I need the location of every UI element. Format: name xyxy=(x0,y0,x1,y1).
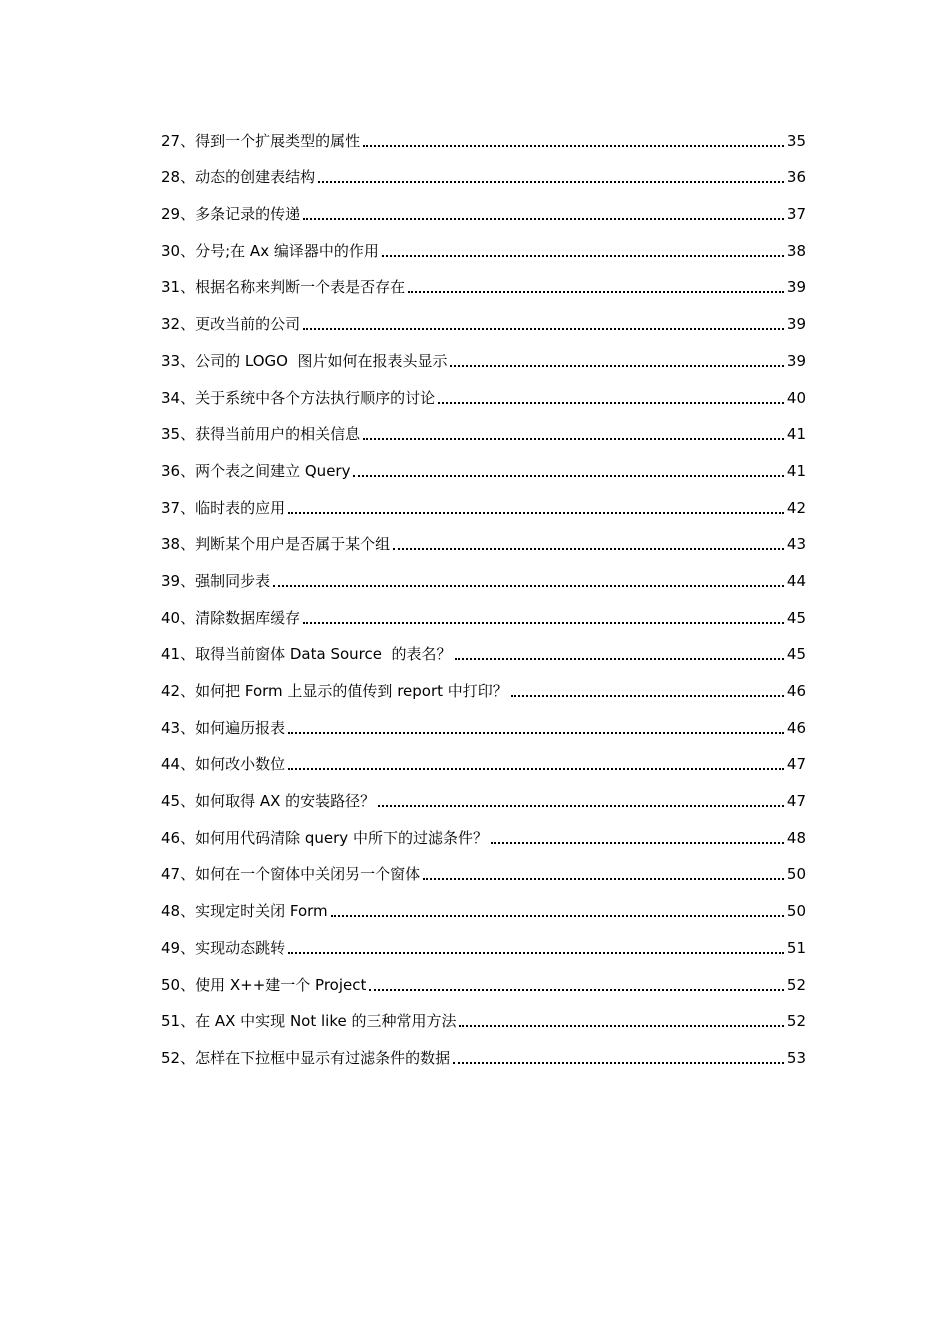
page-number: 41 xyxy=(786,425,806,444)
page-number: 50 xyxy=(786,865,806,884)
toc-entry[interactable] xyxy=(161,958,806,995)
entry-number: 43 xyxy=(161,718,181,737)
entry-separator: 、 xyxy=(180,535,196,554)
toc-entry[interactable] xyxy=(161,554,806,591)
page-number: 45 xyxy=(786,645,806,664)
toc-entry[interactable] xyxy=(161,408,806,445)
toc-entry[interactable] xyxy=(161,371,806,408)
entry-separator: 、 xyxy=(180,205,196,224)
entry-number: 50 xyxy=(161,975,181,994)
toc-entry[interactable] xyxy=(161,628,806,665)
entry-number: 46 xyxy=(161,828,181,847)
dot-leader xyxy=(491,842,784,844)
entry-separator: 、 xyxy=(180,645,196,664)
dot-leader xyxy=(288,512,784,514)
entry-title: 更改当前的公司 xyxy=(195,315,301,334)
page-number: 39 xyxy=(786,351,806,370)
dot-leader xyxy=(331,915,784,917)
toc-entry[interactable] xyxy=(161,811,806,848)
page-number: 47 xyxy=(786,755,806,774)
page-number: 47 xyxy=(786,792,806,811)
toc-entry[interactable] xyxy=(161,1031,806,1068)
entry-number: 32 xyxy=(161,315,181,334)
toc-entry[interactable] xyxy=(161,738,806,775)
dot-leader xyxy=(288,952,784,954)
dot-leader xyxy=(408,291,784,293)
toc-entry[interactable] xyxy=(161,297,806,334)
dot-leader xyxy=(363,145,784,147)
entry-number: 52 xyxy=(161,1048,181,1067)
entry-title: 使用 X++建一个 Project xyxy=(195,975,367,994)
entry-title: 关于系统中各个方法执行顺序的讨论 xyxy=(195,388,436,407)
entry-separator: 、 xyxy=(180,718,196,737)
page-number: 36 xyxy=(786,168,806,187)
entry-separator: 、 xyxy=(180,351,196,370)
entry-title: 强制同步表 xyxy=(195,571,271,590)
entry-number: 35 xyxy=(161,425,181,444)
page-number: 39 xyxy=(786,278,806,297)
entry-title: 如何遍历报表 xyxy=(195,718,286,737)
page-number: 52 xyxy=(786,975,806,994)
entry-separator: 、 xyxy=(180,975,196,994)
dot-leader xyxy=(382,255,784,257)
page-number: 46 xyxy=(786,718,806,737)
entry-separator: 、 xyxy=(180,902,196,921)
page-number: 52 xyxy=(786,1012,806,1031)
page-number: 40 xyxy=(786,388,806,407)
toc-entry[interactable] xyxy=(161,151,806,188)
entry-title: 判断某个用户是否属于某个组 xyxy=(195,535,391,554)
entry-title: 根据名称来判断一个表是否存在 xyxy=(195,278,406,297)
dot-leader xyxy=(353,475,783,477)
toc-entry[interactable] xyxy=(161,334,806,371)
entry-separator: 、 xyxy=(180,1048,196,1067)
table-of-contents xyxy=(161,114,806,1068)
entry-separator: 、 xyxy=(180,828,196,847)
dot-leader xyxy=(273,585,784,587)
page-number: 53 xyxy=(786,1048,806,1067)
toc-entry[interactable] xyxy=(161,848,806,885)
entry-separator: 、 xyxy=(180,608,196,627)
entry-number: 47 xyxy=(161,865,181,884)
page-number: 41 xyxy=(786,461,806,480)
entry-title: 公司的 LOGO 图片如何在报表头显示 xyxy=(195,351,448,370)
toc-entry[interactable] xyxy=(161,481,806,518)
entry-title: 如何用代码清除 query 中所下的过滤条件？ xyxy=(195,828,488,847)
entry-separator: 、 xyxy=(180,241,196,260)
entry-number: 30 xyxy=(161,241,181,260)
page-number: 45 xyxy=(786,608,806,627)
page-number: 44 xyxy=(786,571,806,590)
entry-number: 39 xyxy=(161,571,181,590)
dot-leader xyxy=(288,732,784,734)
entry-number: 31 xyxy=(161,278,181,297)
entry-number: 40 xyxy=(161,608,181,627)
entry-number: 48 xyxy=(161,902,181,921)
toc-entry[interactable] xyxy=(161,224,806,261)
entry-title: 动态的创建表结构 xyxy=(195,168,316,187)
toc-entry[interactable] xyxy=(161,664,806,701)
dot-leader xyxy=(459,1025,783,1027)
entry-title: 如何把 Form 上显示的值传到 report 中打印？ xyxy=(195,682,508,700)
toc-entry[interactable] xyxy=(161,187,806,224)
page-number: 48 xyxy=(786,828,806,847)
toc-entry[interactable] xyxy=(161,591,806,628)
page-number: 51 xyxy=(786,938,806,957)
entry-separator: 、 xyxy=(180,571,196,590)
entry-title: 取得当前窗体 Data Source 的表名？ xyxy=(195,645,452,664)
toc-entry[interactable] xyxy=(161,774,806,811)
entry-separator: 、 xyxy=(180,278,196,297)
entry-title: 实现定时关闭 Form xyxy=(195,902,328,921)
entry-separator: 、 xyxy=(180,682,196,700)
dot-leader xyxy=(438,402,784,404)
entry-title: 在 AX 中实现 Not like 的三种常用方法 xyxy=(195,1012,457,1031)
entry-separator: 、 xyxy=(180,792,196,811)
dot-leader xyxy=(511,695,784,697)
entry-number: 51 xyxy=(161,1012,181,1031)
dot-leader xyxy=(288,768,784,770)
entry-number: 37 xyxy=(161,498,181,517)
entry-separator: 、 xyxy=(180,315,196,334)
entry-title: 如何改小数位 xyxy=(195,755,286,774)
entry-number: 45 xyxy=(161,792,181,811)
entry-separator: 、 xyxy=(180,498,196,517)
entry-title: 两个表之间建立 Query xyxy=(195,461,351,480)
toc-entry[interactable] xyxy=(161,701,806,738)
dot-leader xyxy=(450,365,783,367)
page-number: 38 xyxy=(786,241,806,260)
page-number: 42 xyxy=(786,498,806,517)
dot-leader xyxy=(423,878,784,880)
entry-number: 41 xyxy=(161,645,181,664)
entry-separator: 、 xyxy=(180,755,196,774)
entry-separator: 、 xyxy=(180,388,196,407)
entry-title: 得到一个扩展类型的属性 xyxy=(195,131,361,150)
entry-separator: 、 xyxy=(180,865,196,884)
entry-separator: 、 xyxy=(180,938,196,957)
page-number: 46 xyxy=(786,682,806,700)
dot-leader xyxy=(393,548,784,550)
entry-title: 多条记录的传递 xyxy=(195,205,301,224)
toc-entry[interactable] xyxy=(161,921,806,958)
entry-title: 清除数据库缓存 xyxy=(195,608,301,627)
entry-separator: 、 xyxy=(180,168,196,187)
toc-entry[interactable] xyxy=(161,444,806,481)
toc-entry[interactable] xyxy=(161,884,806,921)
dot-leader xyxy=(318,181,784,183)
entry-title: 临时表的应用 xyxy=(195,498,286,517)
dot-leader xyxy=(303,218,784,220)
entry-title: 如何取得 AX 的安装路径？ xyxy=(195,792,376,811)
entry-number: 38 xyxy=(161,535,181,554)
dot-leader xyxy=(303,328,784,330)
page-number: 35 xyxy=(786,131,806,150)
dot-leader xyxy=(455,658,784,660)
entry-number: 27 xyxy=(161,131,181,150)
entry-separator: 、 xyxy=(180,1012,196,1031)
entry-number: 28 xyxy=(161,168,181,187)
entry-number: 33 xyxy=(161,351,181,370)
entry-number: 36 xyxy=(161,461,181,480)
page-number: 39 xyxy=(786,315,806,334)
page-number: 43 xyxy=(786,535,806,554)
entry-separator: 、 xyxy=(180,131,196,150)
toc-entry[interactable] xyxy=(161,114,806,151)
entry-separator: 、 xyxy=(180,461,196,480)
dot-leader xyxy=(369,989,784,991)
dot-leader xyxy=(378,805,784,807)
entry-title: 获得当前用户的相关信息 xyxy=(195,425,361,444)
entry-title: 如何在一个窗体中关闭另一个窗体 xyxy=(195,865,421,884)
entry-number: 29 xyxy=(161,205,181,224)
toc-entry[interactable] xyxy=(161,518,806,555)
entry-number: 34 xyxy=(161,388,181,407)
dot-leader xyxy=(363,438,784,440)
entry-title: 实现动态跳转 xyxy=(195,938,286,957)
entry-number: 42 xyxy=(161,682,181,700)
entry-number: 49 xyxy=(161,938,181,957)
entry-number: 44 xyxy=(161,755,181,774)
dot-leader xyxy=(453,1062,784,1064)
entry-title: 怎样在下拉框中显示有过滤条件的数据 xyxy=(195,1048,451,1067)
dot-leader xyxy=(303,622,784,624)
entry-title: 分号;在 Ax 编译器中的作用 xyxy=(195,241,379,260)
page-number: 37 xyxy=(786,205,806,224)
toc-entry[interactable] xyxy=(161,261,806,298)
page-number: 50 xyxy=(786,902,806,921)
entry-separator: 、 xyxy=(180,425,196,444)
toc-entry[interactable] xyxy=(161,995,806,1032)
